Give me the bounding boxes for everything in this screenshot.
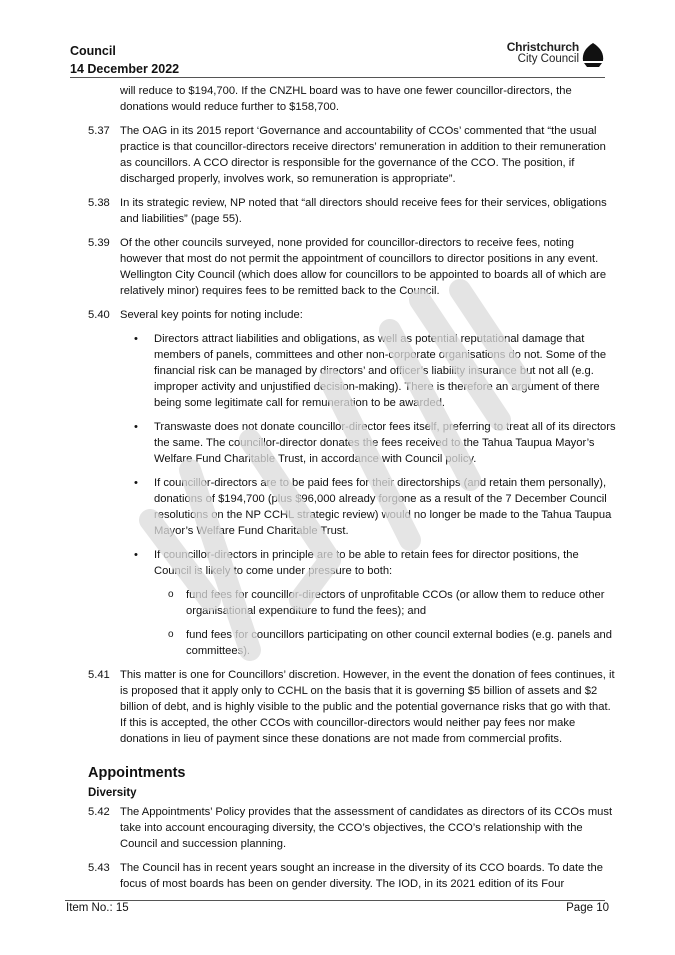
circle-bullet-icon: o <box>168 629 174 640</box>
main-content <box>88 83 618 900</box>
paragraph-text: Of the other councils surveyed, none provided for councillor-directors to receive fees, noting however that most do not permit the appointment of councillors to director positions in any event. Wellington City Council (which does allow for councillors to be appointed to boards all of which are relatively minor) requires fees to be remitted back to the Council. <box>120 237 607 297</box>
bullet-item <box>134 547 618 659</box>
paragraph-text: The Appointments’ Policy provides that the assessment of candidates as directors of its CCOs must take into account encouraging diversity, the CCO’s objectives, the CCO’s relationship with the Council and succession planning. <box>120 806 613 850</box>
council-logo <box>500 40 605 68</box>
cathedral-logo-icon <box>581 42 605 68</box>
paragraph-5-42 <box>88 804 618 852</box>
section-heading: Appointments <box>88 765 186 781</box>
subsection-heading: Diversity <box>88 787 137 799</box>
sub-bullet-item <box>168 627 618 659</box>
sub-bullet-text: fund fees for councillor-directors of unprofitable CCOs (or allow them to reduce other organisational expenditure to fund the fees); and <box>186 589 605 617</box>
paragraph-number: 5.38 <box>88 197 110 209</box>
footer-item-number: Item No.: 15 <box>66 902 129 914</box>
bullet-icon: • <box>134 549 138 561</box>
paragraph-number: 5.40 <box>88 309 110 321</box>
header-date: 14 December 2022 <box>70 62 180 76</box>
paragraph-number: 5.43 <box>88 862 110 874</box>
circle-bullet-icon: o <box>168 589 174 600</box>
sub-bullet-item <box>168 587 618 619</box>
sub-bullet-list <box>154 587 618 659</box>
paragraph-number: 5.39 <box>88 237 110 249</box>
paragraph-5-41 <box>88 667 618 747</box>
paragraph-number: 5.41 <box>88 669 110 681</box>
paragraph-5-39 <box>88 235 618 299</box>
paragraph-number: 5.37 <box>88 125 110 137</box>
header-title: Council <box>70 44 116 58</box>
continued-paragraph: will reduce to $194,700. If the CNZHL board was to have one fewer councillor-directors, the donations would reduce further to $158,700. <box>120 85 572 113</box>
bullet-icon: • <box>134 477 138 489</box>
paragraph-5-38 <box>88 195 618 227</box>
page-header <box>70 42 179 78</box>
paragraph-5-40 <box>88 307 618 323</box>
key-points-list <box>88 331 618 659</box>
paragraph-text: This matter is one for Councillors’ discretion. However, in the event the donation of fees continues, it is proposed that it apply only to CCHL on the basis that it is governing $5 billion of assets and $2 billion of debt, and is highly visible to the public and the potential governance risks that go with that. If this is accepted, the other CCOs with councillor-directors would neither pay fees nor make donations in lieu of payment since these donations are not made from commercial profits. <box>120 669 615 745</box>
bullet-text: If councillor-directors are to be paid fees for their directorships (and retain them personally), donations of $194,700 (plus $96,000 already forgone as a result of the 7 December Council resolutions on the NP CCHL strategic review) would no longer be made to the Tahua Taupua Mayor’s Welfare Fund Charitable Trust. <box>154 477 612 537</box>
footer-rule <box>65 900 605 901</box>
paragraph-text: In its strategic review, NP noted that “all directors should receive fees for their services, obligations and liabilities” (page 55). <box>120 197 607 225</box>
paragraph-5-43 <box>88 860 618 892</box>
logo-line1: Christchurch <box>506 40 579 54</box>
sub-bullet-text: fund fees for councillors participating on other council external bodies (e.g. panels and committees). <box>186 629 613 657</box>
bullet-text: If councillor-directors in principle are to be able to retain fees for director positions, the Council is likely to come under pressure to both: <box>154 549 579 577</box>
paragraph-number: 5.42 <box>88 806 110 818</box>
footer-page-number: Page 10 <box>566 902 609 914</box>
bullet-item <box>134 331 618 411</box>
header-rule <box>70 77 605 78</box>
bullet-text: Transwaste does not donate councillor-director fees itself, preferring to treat all of its directors the same. The councillor-director donates the fees received to the Tahua Taupua Mayor’s Welfare Fund Charitable Trust, in accordance with Council policy. <box>154 421 616 465</box>
paragraph-5-37 <box>88 123 618 187</box>
paragraph-text: Several key points for noting include: <box>120 309 303 321</box>
logo-line2: City Council <box>517 53 579 65</box>
bullet-item <box>134 475 618 539</box>
paragraph-text: The OAG in its 2015 report ‘Governance and accountability of CCOs’ commented that “the usual practice is that councillor-directors receive directors’ remuneration in addition to their remuneration as councillors. A CCO director is responsible for the governance of the CCO. The position, if discharged properly, involves work, so remuneration is appropriate”. <box>120 125 606 185</box>
paragraph-text: The Council has in recent years sought an increase in the diversity of its CCO boards. To date the focus of most boards has been on gender diversity. The IOD, in its 2021 edition of its Four <box>120 862 603 890</box>
bullet-icon: • <box>134 421 138 433</box>
bullet-item <box>134 419 618 467</box>
bullet-text: Directors attract liabilities and obligations, as well as potential reputational damage that members of panels, committees and other non-corporate organisations do not. Some of the financial risk can be managed by directors’ and officer’s liability insurance but not all (e.g. improper activity and unjustified decision-making). There is therefore an argument of there being some legitimate call for remuneration to be awarded. <box>154 333 607 409</box>
bullet-icon: • <box>134 333 138 345</box>
